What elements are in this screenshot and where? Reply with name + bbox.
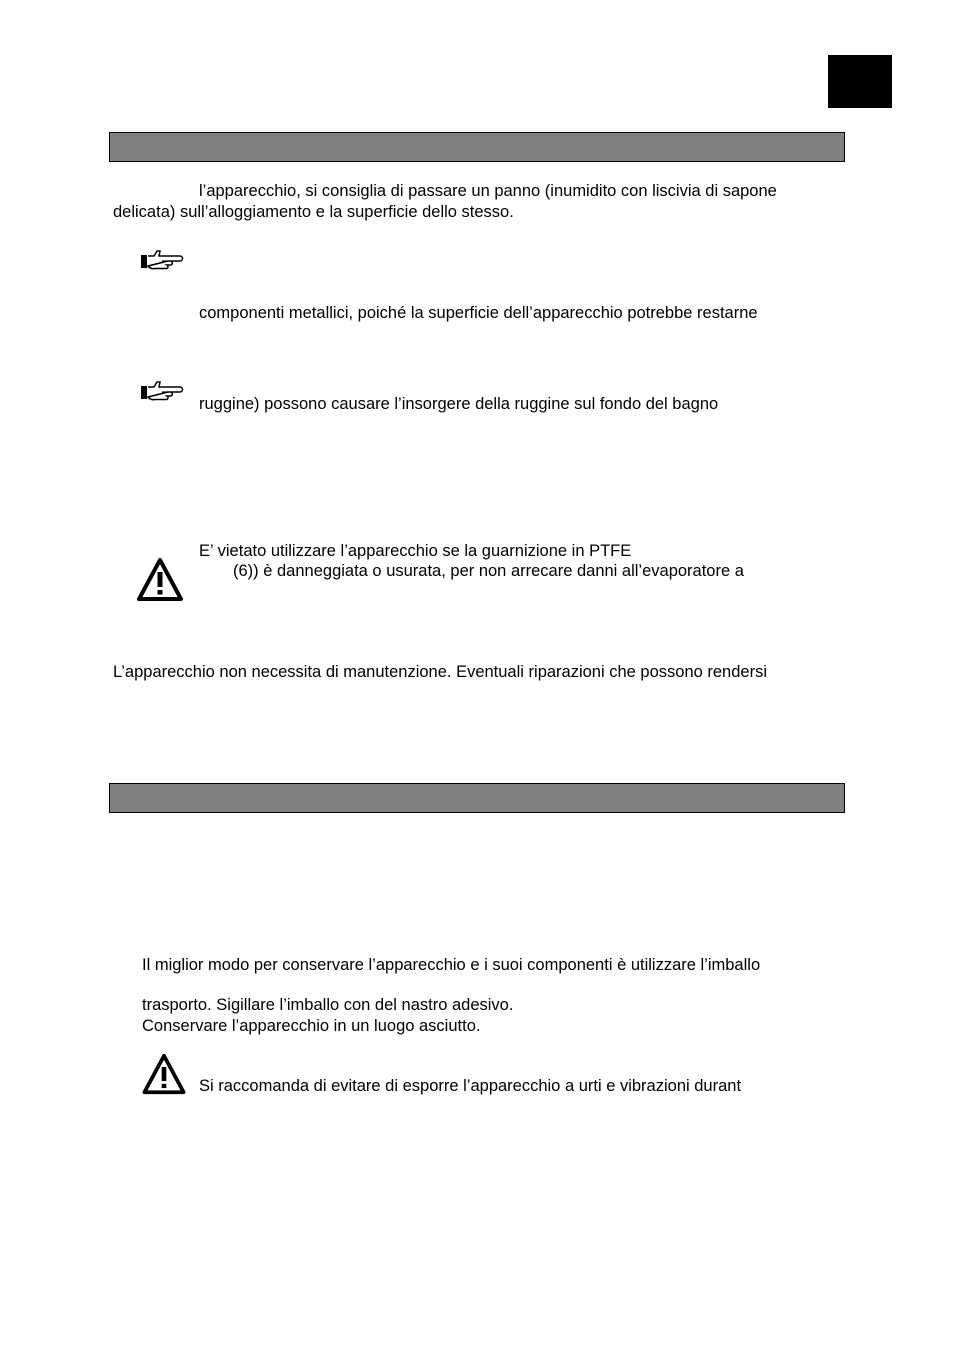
warning1-line2: (6)) è danneggiata o usurata, per non arrecare danni all’evaporatore a <box>233 562 744 580</box>
pointing-hand-icon <box>140 380 186 402</box>
cleaning-intro-line2: delicata) sull’alloggiamento e la superficie dello stesso. <box>113 203 514 221</box>
pointing-hand-icon <box>140 249 186 271</box>
section-bar-storage <box>109 783 845 813</box>
note2-text: ruggine) possono causare l’insorgere della ruggine sul fondo del bagno <box>199 395 719 413</box>
cleaning-intro-line1: l’apparecchio, si consiglia di passare un panno (inumidito con liscivia di sapone <box>199 182 777 200</box>
storage-warning-text: Si raccomanda di evitare di esporre l’apparecchio a urti e vibrazioni durant <box>199 1077 742 1095</box>
warning-triangle-icon <box>141 1053 187 1096</box>
storage-line3: Conservare l’apparecchio in un luogo asciutto. <box>142 1017 481 1035</box>
section-bar-cleaning <box>109 132 845 162</box>
storage-line1: Il miglior modo per conservare l’apparecchio e i suoi componenti è utilizzare l’imballo <box>142 956 761 974</box>
warning1-line1: E’ vietato utilizzare l’apparecchio se la guarnizione in PTFE <box>199 542 632 560</box>
storage-line2: trasporto. Sigillare l’imballo con del nastro adesivo. <box>142 996 514 1014</box>
page-corner-tab <box>828 55 892 108</box>
maintenance-text: L’apparecchio non necessita di manutenzione. Eventuali riparazioni che possono rendersi <box>113 663 767 681</box>
note1-text: componenti metallici, poiché la superficie dell’apparecchio potrebbe restarne <box>199 304 758 322</box>
warning-triangle-icon <box>136 557 184 603</box>
